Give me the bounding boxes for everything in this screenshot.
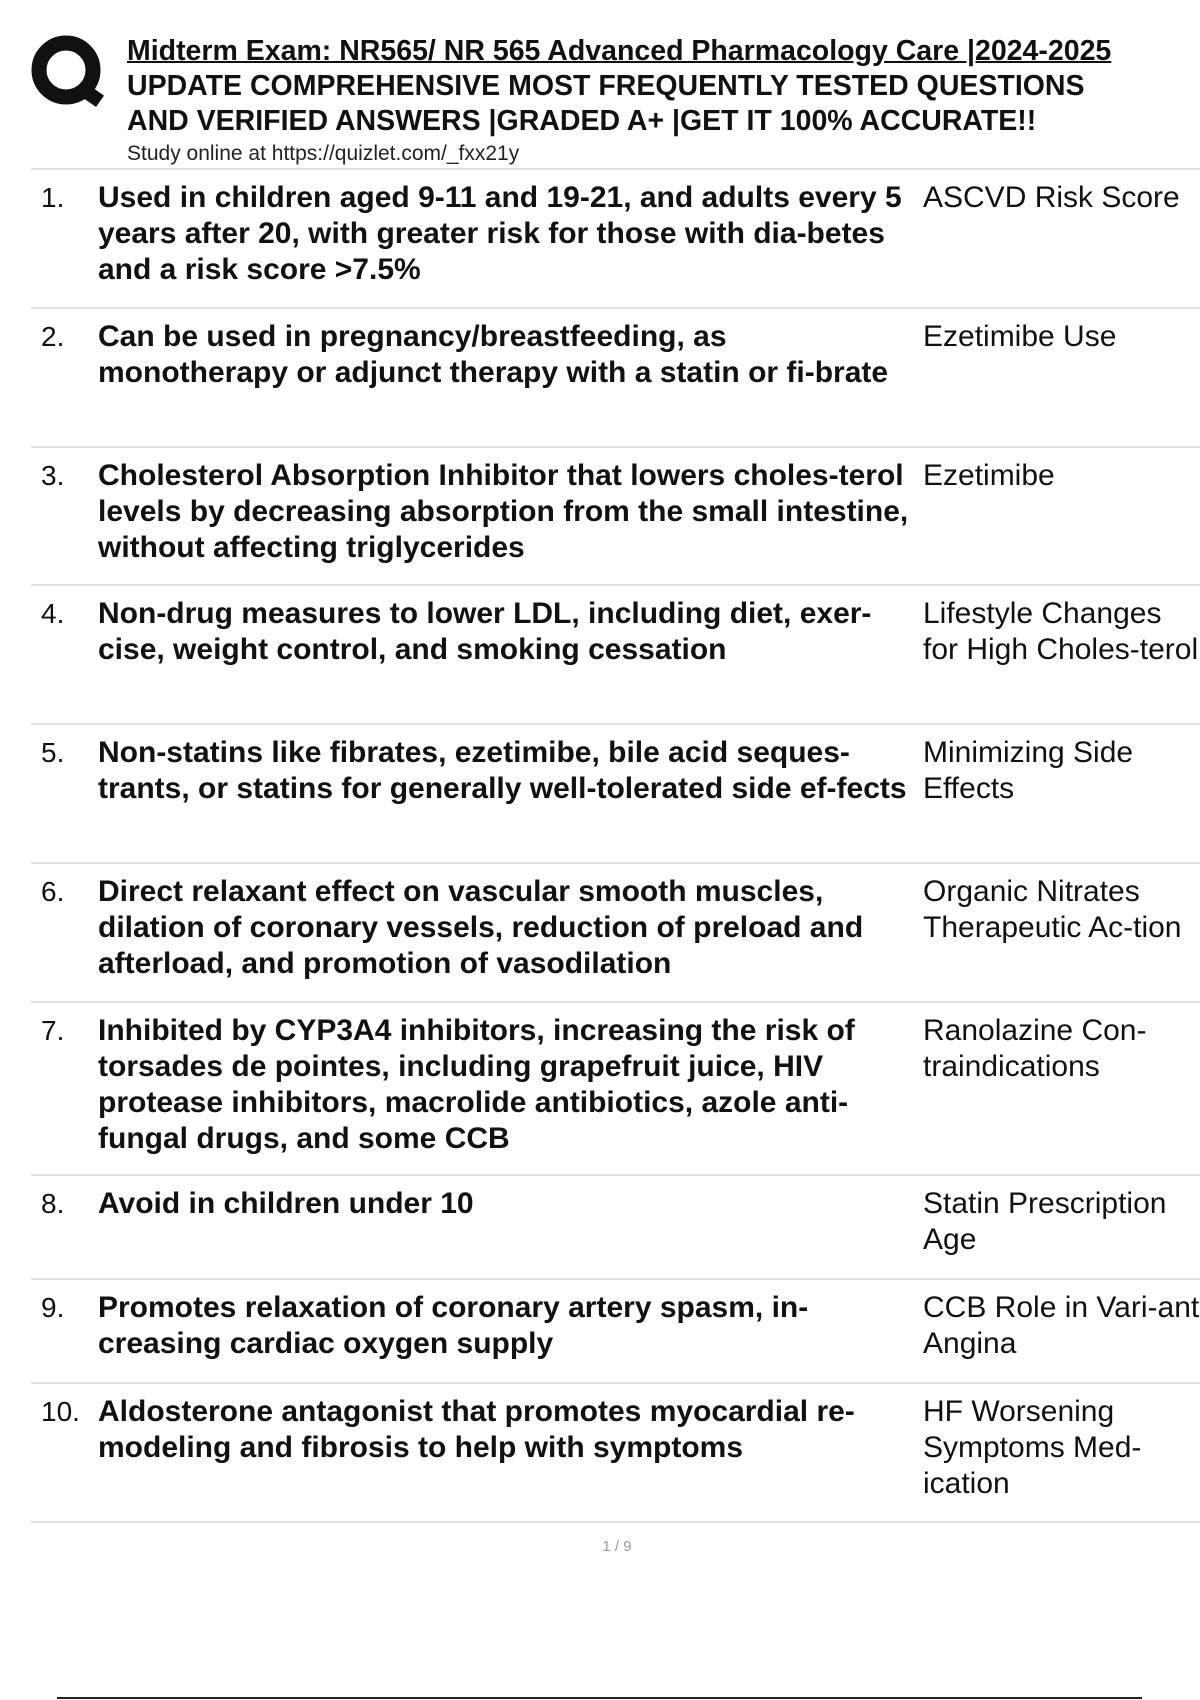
- card-answer: Ezetimibe: [923, 459, 1055, 492]
- flashcard-table: [31, 168, 1200, 1523]
- card-row: [31, 309, 1200, 448]
- card-row: [31, 1384, 1200, 1523]
- footer-divider: [57, 1697, 1142, 1699]
- card-question: Avoid in children under 10: [98, 1187, 474, 1220]
- card-row: [31, 586, 1200, 725]
- quizlet-logo-icon: [30, 32, 108, 112]
- card-question: Promotes relaxation of coronary artery spasm, in-creasing cardiac oxygen supply: [98, 1291, 809, 1360]
- card-number: 4.: [41, 598, 65, 629]
- card-answer: Statin Prescription Age: [923, 1187, 1167, 1256]
- card-question: Can be used in pregnancy/breastfeeding, as monotherapy or adjunct therapy with a statin or fi-brate: [98, 320, 889, 389]
- card-answer: Ranolazine Con-traindications: [923, 1014, 1147, 1083]
- card-number: 1.: [41, 182, 65, 213]
- study-online-link[interactable]: Study online at https://quizlet.com/_fxx21y: [127, 142, 520, 165]
- card-row: [31, 725, 1200, 864]
- card-row: [31, 448, 1200, 586]
- document-header: [127, 34, 1200, 167]
- card-row: [31, 1280, 1200, 1384]
- card-answer: Lifestyle Changes for High Choles-terol: [923, 597, 1199, 666]
- card-answer: Minimizing Side Effects: [923, 736, 1134, 805]
- card-number: 3.: [41, 460, 65, 491]
- card-number: 2.: [41, 321, 65, 352]
- card-number: 9.: [41, 1292, 65, 1323]
- card-question: Cholesterol Absorption Inhibitor that lowers choles-terol levels by decreasing absorption from the small intestine, without affecting triglycerides: [98, 459, 909, 564]
- card-row: [31, 1176, 1200, 1280]
- page-indicator: 1 / 9: [602, 1538, 632, 1555]
- card-row: [31, 170, 1200, 309]
- card-answer: CCB Role in Vari-ant Angina: [923, 1291, 1200, 1360]
- card-number: 10.: [41, 1396, 80, 1427]
- card-number: 8.: [41, 1188, 65, 1219]
- card-question: Inhibited by CYP3A4 inhibitors, increasing the risk of torsades de pointes, including grapefruit juice, HIV protease inhibitors, macrolide antibiotics, azole anti-fungal drugs, and some CCB: [98, 1014, 855, 1155]
- card-question: Direct relaxant effect on vascular smooth muscles, dilation of coronary vessels, reduction of preload and afterload, and promotion of vasodilation: [98, 875, 864, 980]
- card-answer: Ezetimibe Use: [923, 320, 1117, 353]
- title-line-3: AND VERIFIED ANSWERS |GRADED A+ |GET IT 100% ACCURATE!!: [127, 105, 1037, 137]
- card-question: Used in children aged 9-11 and 19-21, and adults every 5 years after 20, with greater risk for those with dia-betes and a risk score >7.5%: [98, 181, 902, 286]
- card-row: [31, 864, 1200, 1003]
- card-question: Non-statins like fibrates, ezetimibe, bile acid seques-trants, or statins for generally well-tolerated side ef-fects: [98, 736, 907, 805]
- card-answer: Organic Nitrates Therapeutic Ac-tion: [923, 875, 1182, 944]
- card-question: Non-drug measures to lower LDL, including diet, exer-cise, weight control, and smoking cessation: [98, 597, 872, 666]
- card-number: 7.: [41, 1015, 65, 1046]
- title-line-2: UPDATE COMPREHENSIVE MOST FREQUENTLY TESTED QUESTIONS: [127, 70, 1085, 102]
- card-answer: HF Worsening Symptoms Med-ication: [923, 1395, 1142, 1500]
- title-line-1: Midterm Exam: NR565/ NR 565 Advanced Pharmacology Care |2024-2025: [127, 35, 1112, 67]
- card-question: Aldosterone antagonist that promotes myocardial re-modeling and fibrosis to help with symptoms: [98, 1395, 855, 1464]
- card-number: 5.: [41, 737, 65, 768]
- card-answer: ASCVD Risk Score: [923, 181, 1180, 214]
- card-row: [31, 1003, 1200, 1176]
- card-number: 6.: [41, 876, 65, 907]
